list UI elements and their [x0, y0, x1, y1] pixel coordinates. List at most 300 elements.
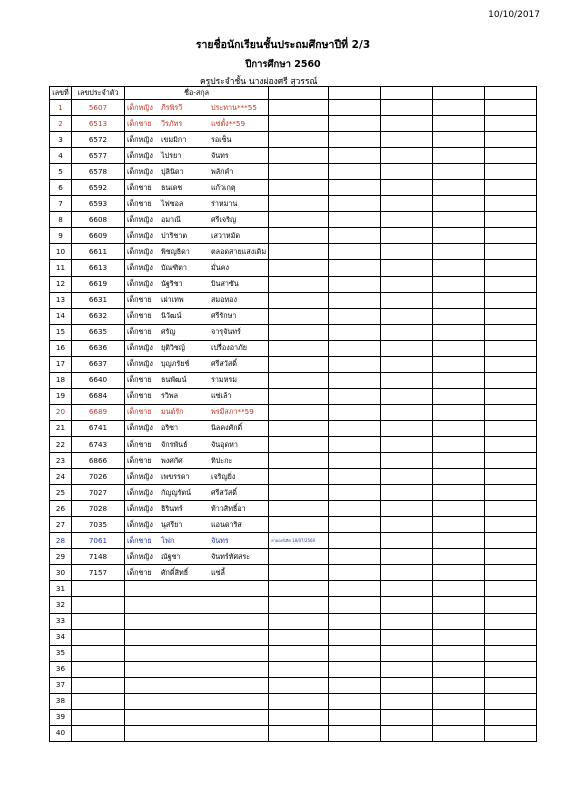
first-name: อริชา [161, 423, 179, 433]
blank-cell [433, 501, 485, 517]
remark-note: ลาออกนิสิต 18/07/2560 [271, 538, 316, 544]
blank-cell [485, 340, 537, 356]
name-title: เด็กหญิง [127, 343, 153, 353]
blank-cell [433, 629, 485, 645]
blank-cell [485, 228, 537, 244]
blank-cell [329, 485, 381, 501]
blank-cell [329, 212, 381, 228]
student-id [72, 725, 125, 741]
last-name: จารุจันทร์ [211, 327, 241, 337]
name-title: เด็กหญิง [127, 471, 153, 481]
document-title: รายชื่อนักเรียนชั้นประถมศึกษาปีที่ 2/3 [195, 39, 371, 51]
student-name [125, 517, 269, 533]
last-name: สมอทอง [211, 295, 238, 305]
remark-cell [269, 501, 329, 517]
student-name [125, 100, 269, 116]
blank-cell [381, 581, 433, 597]
student-name [125, 629, 269, 645]
last-name: ศรีสวัสดิ์ [211, 359, 237, 369]
name-title: เด็กชาย [127, 311, 152, 321]
remark-cell [269, 212, 329, 228]
name-title: เด็กชาย [127, 567, 152, 577]
student-name [125, 597, 269, 613]
row-number: 26 [50, 501, 72, 517]
table-row [50, 324, 537, 340]
student-id [72, 661, 125, 677]
blank-cell [433, 292, 485, 308]
student-id [72, 629, 125, 645]
student-name [125, 404, 269, 420]
row-number: 4 [50, 148, 72, 164]
row-number: 7 [50, 196, 72, 212]
blank-cell [381, 677, 433, 693]
remark-cell [269, 629, 329, 645]
header-student-id: เลขประจำตัว [72, 87, 125, 100]
last-name: แซ่ตั้ง**59 [211, 118, 246, 128]
row-number: 23 [50, 453, 72, 469]
student-name [125, 180, 269, 196]
blank-cell [433, 340, 485, 356]
blank-cell [381, 661, 433, 677]
row-number: 40 [50, 725, 72, 741]
blank-cell [433, 324, 485, 340]
student-roster-table [49, 86, 537, 742]
student-name [125, 420, 269, 436]
row-number: 19 [50, 388, 72, 404]
student-id: 6640 [72, 372, 125, 388]
blank-cell [329, 100, 381, 116]
student-id: 6609 [72, 228, 125, 244]
first-name: นัฐริชา [161, 279, 183, 289]
student-id [72, 597, 125, 613]
first-name: ศรัญ [161, 327, 176, 337]
first-name: วีรภัทร [161, 118, 183, 128]
student-id: 5607 [72, 100, 125, 116]
row-number: 14 [50, 308, 72, 324]
student-name [125, 581, 269, 597]
first-name: ศักดิ์สิทธิ์ [161, 567, 189, 577]
table-row [50, 517, 537, 533]
row-number: 29 [50, 549, 72, 565]
name-title: เด็กหญิง [127, 279, 153, 289]
blank-cell [329, 340, 381, 356]
blank-cell [485, 581, 537, 597]
blank-cell [485, 709, 537, 725]
blank-cell [329, 260, 381, 276]
blank-cell [485, 629, 537, 645]
last-name: นิลคงศักดิ์ [211, 423, 243, 433]
blank-cell [433, 533, 485, 549]
blank-cell [485, 276, 537, 292]
first-name: ธิรินทร์ [161, 503, 183, 513]
blank-cell [433, 100, 485, 116]
table-row [50, 148, 537, 164]
row-number: 28 [50, 533, 72, 549]
remark-cell [269, 677, 329, 693]
student-name [125, 340, 269, 356]
blank-cell [381, 533, 433, 549]
row-number: 8 [50, 212, 72, 228]
last-name: ประทาน***55 [211, 102, 257, 112]
blank-cell [329, 420, 381, 436]
row-number: 12 [50, 276, 72, 292]
blank-cell [485, 469, 537, 485]
blank-cell [485, 100, 537, 116]
blank-cell [433, 597, 485, 613]
student-id [72, 581, 125, 597]
table-row [50, 340, 537, 356]
header-blank [381, 87, 433, 100]
student-name [125, 645, 269, 661]
blank-cell [381, 453, 433, 469]
header-full-name: ชื่อ-สกุล [125, 87, 269, 100]
blank-cell [485, 517, 537, 533]
row-number: 37 [50, 677, 72, 693]
remark-cell [269, 693, 329, 709]
name-title: เด็กชาย [127, 182, 152, 192]
blank-cell [329, 725, 381, 741]
blank-cell [433, 148, 485, 164]
student-name [125, 613, 269, 629]
row-number: 10 [50, 244, 72, 260]
header-blank [329, 87, 381, 100]
row-number: 39 [50, 709, 72, 725]
row-number: 11 [50, 260, 72, 276]
remark-cell [269, 180, 329, 196]
blank-cell [381, 196, 433, 212]
row-number: 6 [50, 180, 72, 196]
first-name: เขมมิกา [161, 134, 187, 144]
table-row [50, 244, 537, 260]
blank-cell [433, 661, 485, 677]
print-date: 10/10/2017 [488, 10, 540, 20]
table-row [50, 485, 537, 501]
blank-cell [433, 420, 485, 436]
student-id [72, 645, 125, 661]
row-number: 30 [50, 565, 72, 581]
first-name: บุญภรัยช์ [161, 359, 190, 369]
table-row [50, 164, 537, 180]
blank-cell [329, 388, 381, 404]
student-name [125, 148, 269, 164]
blank-cell [433, 565, 485, 581]
row-number: 27 [50, 517, 72, 533]
table-row [50, 212, 537, 228]
first-name: พิชญธิดา [161, 246, 190, 256]
name-title: เด็กชาย [127, 455, 152, 465]
blank-cell [485, 212, 537, 228]
blank-cell [329, 308, 381, 324]
row-number: 32 [50, 597, 72, 613]
blank-cell [381, 645, 433, 661]
first-name: เผ่าเทพ [161, 295, 184, 305]
name-title: เด็กชาย [127, 198, 152, 208]
name-title: เด็กหญิง [127, 246, 153, 256]
student-name [125, 725, 269, 741]
blank-cell [485, 645, 537, 661]
table-row [50, 276, 537, 292]
blank-cell [329, 597, 381, 613]
blank-cell [485, 436, 537, 452]
table-row [50, 404, 537, 420]
student-name [125, 308, 269, 324]
row-number: 13 [50, 292, 72, 308]
name-title: เด็กชาย [127, 439, 152, 449]
remark-cell [269, 453, 329, 469]
student-name [125, 677, 269, 693]
student-id: 6578 [72, 164, 125, 180]
remark-cell [269, 132, 329, 148]
name-title: เด็กหญิง [127, 503, 153, 513]
last-name: รอเซ็น [211, 134, 232, 144]
first-name: บัณฑิตา [161, 262, 187, 272]
blank-cell [485, 116, 537, 132]
blank-cell [329, 549, 381, 565]
blank-cell [485, 164, 537, 180]
table-row [50, 501, 537, 517]
remark-cell [269, 260, 329, 276]
student-id: 6637 [72, 356, 125, 372]
blank-cell [433, 212, 485, 228]
student-id: 6592 [72, 180, 125, 196]
last-name: ทิปะกะ [211, 455, 233, 465]
blank-cell [381, 597, 433, 613]
row-number: 9 [50, 228, 72, 244]
row-number: 25 [50, 485, 72, 501]
blank-cell [485, 196, 537, 212]
student-id: 6608 [72, 212, 125, 228]
remark-cell [269, 196, 329, 212]
name-title: เด็กหญิง [127, 102, 153, 112]
student-id: 6741 [72, 420, 125, 436]
remark-cell [269, 565, 329, 581]
student-id: 6619 [72, 276, 125, 292]
blank-cell [329, 244, 381, 260]
blank-cell [381, 388, 433, 404]
table-row [50, 677, 537, 693]
blank-cell [381, 709, 433, 725]
student-name [125, 533, 269, 549]
name-title: เด็กชาย [127, 535, 152, 545]
student-id: 6689 [72, 404, 125, 420]
blank-cell [381, 260, 433, 276]
table-row [50, 436, 537, 452]
row-number: 1 [50, 100, 72, 116]
blank-cell [329, 372, 381, 388]
table-row [50, 100, 537, 116]
student-name [125, 469, 269, 485]
blank-cell [433, 116, 485, 132]
blank-cell [329, 533, 381, 549]
last-name: ตลอดสายแสงเดิม [211, 246, 267, 256]
blank-cell [381, 565, 433, 581]
name-title: เด็กหญิง [127, 134, 153, 144]
table-row [50, 469, 537, 485]
blank-cell [329, 148, 381, 164]
blank-cell [381, 420, 433, 436]
blank-cell [433, 228, 485, 244]
name-title: เด็กหญิง [127, 551, 153, 561]
blank-cell [381, 469, 433, 485]
remark-cell [269, 420, 329, 436]
last-name: แอนดาริส [211, 519, 242, 529]
blank-cell [381, 148, 433, 164]
first-name: ภีรพิรวี [161, 102, 183, 112]
blank-cell [381, 372, 433, 388]
table-row [50, 709, 537, 725]
row-number: 5 [50, 164, 72, 180]
blank-cell [329, 180, 381, 196]
student-name [125, 228, 269, 244]
blank-cell [433, 276, 485, 292]
blank-cell [329, 196, 381, 212]
blank-cell [329, 469, 381, 485]
blank-cell [433, 645, 485, 661]
remark-cell [269, 645, 329, 661]
remark-cell [269, 228, 329, 244]
name-title: เด็กชาย [127, 327, 152, 337]
table-row [50, 196, 537, 212]
name-title: เด็กหญิง [127, 262, 153, 272]
blank-cell [329, 581, 381, 597]
last-name: รามหรม [211, 375, 237, 385]
student-name [125, 388, 269, 404]
blank-cell [433, 581, 485, 597]
remark-cell [269, 725, 329, 741]
student-id: 7148 [72, 549, 125, 565]
name-title: เด็กชาย [127, 407, 152, 417]
blank-cell [329, 693, 381, 709]
blank-cell [381, 613, 433, 629]
remark-cell [269, 597, 329, 613]
remark-cell [269, 276, 329, 292]
blank-cell [433, 693, 485, 709]
row-number: 2 [50, 116, 72, 132]
blank-cell [329, 453, 381, 469]
blank-cell [485, 549, 537, 565]
first-name: ไปรยา [161, 150, 182, 160]
remark-cell [269, 709, 329, 725]
student-name [125, 485, 269, 501]
blank-cell [485, 404, 537, 420]
blank-cell [329, 517, 381, 533]
blank-cell [485, 613, 537, 629]
name-title: เด็กหญิง [127, 487, 153, 497]
last-name: พลักคำ [211, 166, 234, 176]
blank-cell [381, 517, 433, 533]
blank-cell [329, 292, 381, 308]
last-name: ท้าวสิทธิ์อา [211, 503, 246, 513]
blank-cell [433, 180, 485, 196]
header-blank [269, 87, 329, 100]
blank-cell [381, 340, 433, 356]
row-number: 38 [50, 693, 72, 709]
student-name [125, 661, 269, 677]
blank-cell [433, 613, 485, 629]
blank-cell [433, 404, 485, 420]
student-id: 6577 [72, 148, 125, 164]
first-name: นุสรียา [161, 519, 183, 529]
last-name: บินสาซัน [211, 279, 239, 289]
student-id: 6613 [72, 260, 125, 276]
student-id: 6635 [72, 324, 125, 340]
blank-cell [485, 693, 537, 709]
remark-cell [269, 517, 329, 533]
last-name: ศรีเจริญ [211, 214, 237, 224]
student-name [125, 709, 269, 725]
remark-cell [269, 244, 329, 260]
blank-cell [485, 180, 537, 196]
row-number: 16 [50, 340, 72, 356]
first-name: ยุติวิชญ์ [161, 343, 185, 353]
student-id: 6632 [72, 308, 125, 324]
blank-cell [433, 453, 485, 469]
remark-cell [269, 324, 329, 340]
blank-cell [381, 276, 433, 292]
blank-cell [485, 324, 537, 340]
blank-cell [433, 549, 485, 565]
student-id: 6636 [72, 340, 125, 356]
table-row [50, 116, 537, 132]
table-row [50, 661, 537, 677]
remark-cell [269, 372, 329, 388]
table-row [50, 372, 537, 388]
blank-cell [485, 725, 537, 741]
student-id: 6611 [72, 244, 125, 260]
student-id: 6572 [72, 132, 125, 148]
blank-cell [381, 164, 433, 180]
last-name: พรมีสภา**59 [211, 407, 254, 417]
student-id: 7027 [72, 485, 125, 501]
remark-cell [269, 388, 329, 404]
student-id: 6593 [72, 196, 125, 212]
blank-cell [381, 100, 433, 116]
blank-cell [485, 388, 537, 404]
student-name [125, 453, 269, 469]
blank-cell [485, 132, 537, 148]
remark-cell [269, 581, 329, 597]
last-name: จันทร [211, 535, 229, 545]
blank-cell [433, 388, 485, 404]
blank-cell [433, 132, 485, 148]
blank-cell [329, 276, 381, 292]
last-name: ร่าหมาน [211, 198, 238, 208]
blank-cell [329, 565, 381, 581]
blank-cell [433, 308, 485, 324]
student-id: 7026 [72, 469, 125, 485]
last-name: มั่นคง [211, 262, 229, 272]
row-number: 35 [50, 645, 72, 661]
student-name [125, 501, 269, 517]
last-name: ศรีสวัสดิ์ [211, 487, 237, 497]
remark-cell [269, 116, 329, 132]
student-name [125, 260, 269, 276]
blank-cell [433, 260, 485, 276]
table-row [50, 228, 537, 244]
blank-cell [433, 356, 485, 372]
academic-year: ปีการศึกษา 2560 [245, 59, 321, 70]
blank-cell [381, 308, 433, 324]
table-row [50, 597, 537, 613]
student-id: 6684 [72, 388, 125, 404]
student-name [125, 276, 269, 292]
table-row [50, 565, 537, 581]
name-title: เด็กชาย [127, 295, 152, 305]
remark-cell [269, 436, 329, 452]
row-number: 34 [50, 629, 72, 645]
first-name: เพขรรดา [161, 471, 190, 481]
student-name [125, 372, 269, 388]
